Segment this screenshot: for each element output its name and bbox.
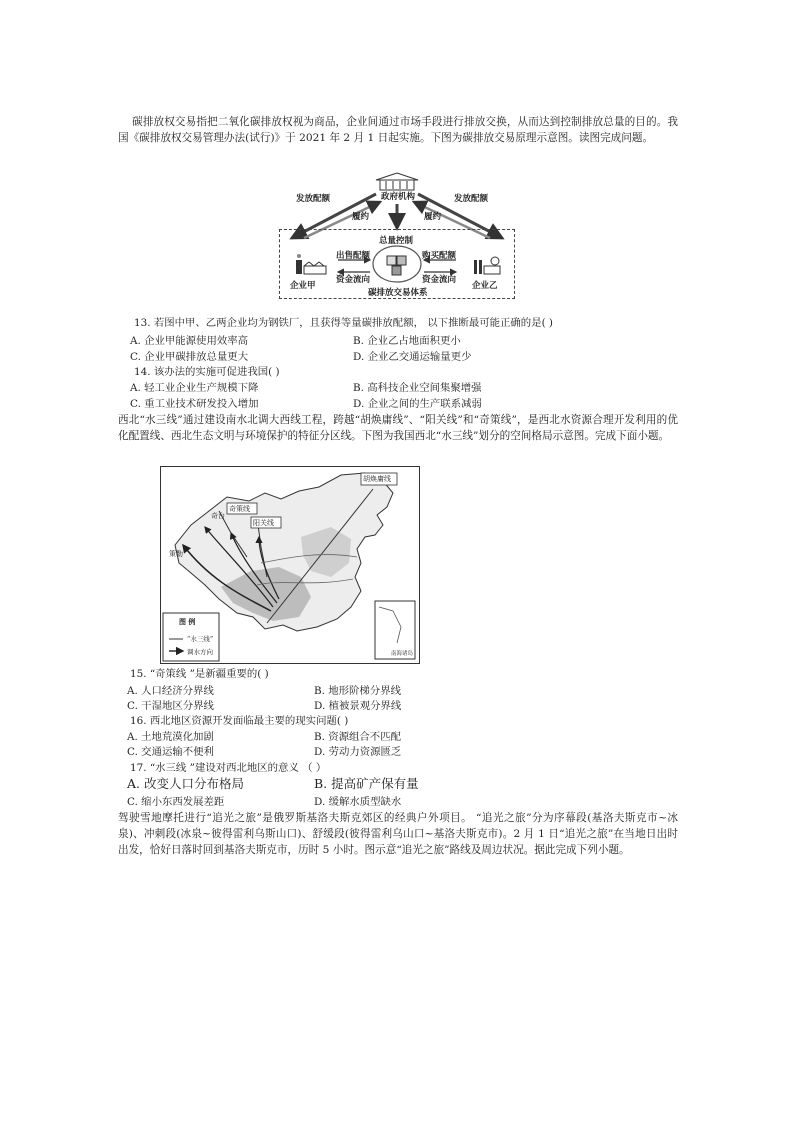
enterprise-b-label: 企业乙 — [472, 281, 498, 291]
q14-option-c[interactable]: C. 重工业技术研发投入增加 — [130, 398, 259, 410]
issue-right-label: 发放配额 — [454, 194, 489, 204]
q17-stem: 17. “水三线 ”建设对西北地区的意义 （ ） — [130, 762, 327, 774]
legend-water-label: “水三线” — [187, 635, 214, 643]
q13-option-c[interactable]: C. 企业甲碳排放总量更大 — [130, 351, 249, 363]
fulfil-left-label: 履约 — [352, 212, 370, 222]
q17-option-a[interactable]: A. 改变人口分布格局 — [127, 776, 244, 791]
q16-option-b[interactable]: B. 资源组合不匹配 — [314, 731, 401, 743]
cele-label: 策勒 — [169, 550, 183, 558]
q16-option-c[interactable]: C. 交通运输不便利 — [127, 746, 214, 758]
fund-left-label: 资金流向 — [336, 275, 371, 285]
q13-option-a[interactable]: A. 企业甲能源使用效率高 — [130, 335, 249, 347]
q14-stem: 14. 该办法的实施可促进我国( ) — [134, 366, 280, 378]
q13-stem: 13. 若图中甲、乙两企业均为钢铁厂，且获得等量碳排放配额， 以下推断最可能正确的是( ) — [134, 317, 553, 329]
q13-option-d[interactable]: D. 企业乙交通运输量更少 — [353, 351, 472, 363]
qitai-label: 奇台 — [211, 512, 225, 520]
q16-option-a[interactable]: A. 土地荒漠化加剧 — [127, 731, 214, 743]
q15-option-a[interactable]: A. 人口经济分界线 — [127, 685, 214, 697]
q14-option-a[interactable]: A. 轻工业企业生产规模下降 — [130, 382, 259, 394]
q14-option-b[interactable]: B. 高科技企业空间集聚增强 — [353, 382, 482, 394]
northwest-water-lines-map — [160, 466, 420, 664]
q16-option-d[interactable]: D. 劳动力资源匮乏 — [314, 746, 402, 758]
intro-aurora-trip: 驾驶雪地摩托进行“追光之旅”是俄罗斯基洛夫斯克郊区的经典户外项目。 “追光之旅”分为序幕段(基洛夫斯克市~冰泉)、冲刺段(冰泉~彼得雷利乌斯山口)、舒缓段(彼得雷利乌山口~基洛夫斯克市)。2 月 1 日“追光之旅”在当地日出时出发，恰好日落时回到基洛夫斯克市，历时 5 小时。图示意“追光之旅”路线及周边状况。据此完成下列小题。 — [118, 812, 678, 856]
q15-option-c[interactable]: C. 干湿地区分界线 — [127, 700, 214, 712]
hu-line-label: 胡焕庸线 — [363, 475, 391, 483]
legend-flow-label: 调水方向 — [187, 648, 213, 656]
carbon-trading-diagram — [276, 172, 518, 302]
sell-label: 出售配额 — [336, 251, 371, 261]
intro-water-lines: 西北“水三线”通过建设南水北调大西线工程，跨越“胡焕庸线”、“阳关线”和“奇策线”，是西北水资源合理开发利用的优化配置线、西北生态文明与环境保护的特征分区线。下图为我国西北“水三线”划分的空间格局示意图。完成下面小题。 — [118, 414, 678, 442]
trading-system-label: 碳排放交易体系 — [368, 288, 428, 298]
enterprise-a-label: 企业甲 — [290, 281, 316, 291]
inset-label: 南海诸岛 — [391, 651, 414, 657]
q17-option-d[interactable]: D. 缓解水质型缺水 — [314, 796, 402, 808]
q15-option-b[interactable]: B. 地形阶梯分界线 — [314, 685, 401, 697]
gov-label: 政府机构 — [381, 192, 416, 202]
qice-line-label: 奇策线 — [229, 505, 250, 513]
buy-label: 购买配额 — [422, 251, 457, 261]
q15-option-d[interactable]: D. 植被景观分界线 — [314, 700, 402, 712]
yangguan-line-label: 阳关线 — [253, 519, 274, 527]
q15-stem: 15. “奇策线 ”是新疆重要的( ) — [130, 668, 269, 680]
fulfil-right-label: 履约 — [424, 212, 442, 222]
issue-left-label: 发放配额 — [296, 194, 331, 204]
q17-option-b[interactable]: B. 提高矿产保有量 — [314, 776, 419, 791]
fund-right-label: 资金流向 — [422, 275, 457, 285]
q16-stem: 16. 西北地区资源开发面临最主要的现实问题( ) — [130, 715, 349, 727]
legend-title: 图 例 — [179, 617, 196, 626]
total-control-label: 总量控制 — [379, 236, 414, 246]
government-building-icon — [376, 173, 418, 190]
intro-carbon-trading: 碳排放权交易指把二氧化碳排放权视为商品，企业间通过市场手段进行排放交换，从而达到控制排放总量的目的。我国《碳排放权交易管理办法(试行)》于 2021 年 2 月 1 日起实施。下图为碳排放交易原理示意图。读图完成问题。 — [118, 116, 678, 144]
q17-option-c[interactable]: C. 缩小东西发展差距 — [127, 796, 225, 808]
q13-option-b[interactable]: B. 企业乙占地面积更小 — [353, 335, 461, 347]
q14-option-d[interactable]: D. 企业之间的生产联系减弱 — [353, 398, 482, 410]
